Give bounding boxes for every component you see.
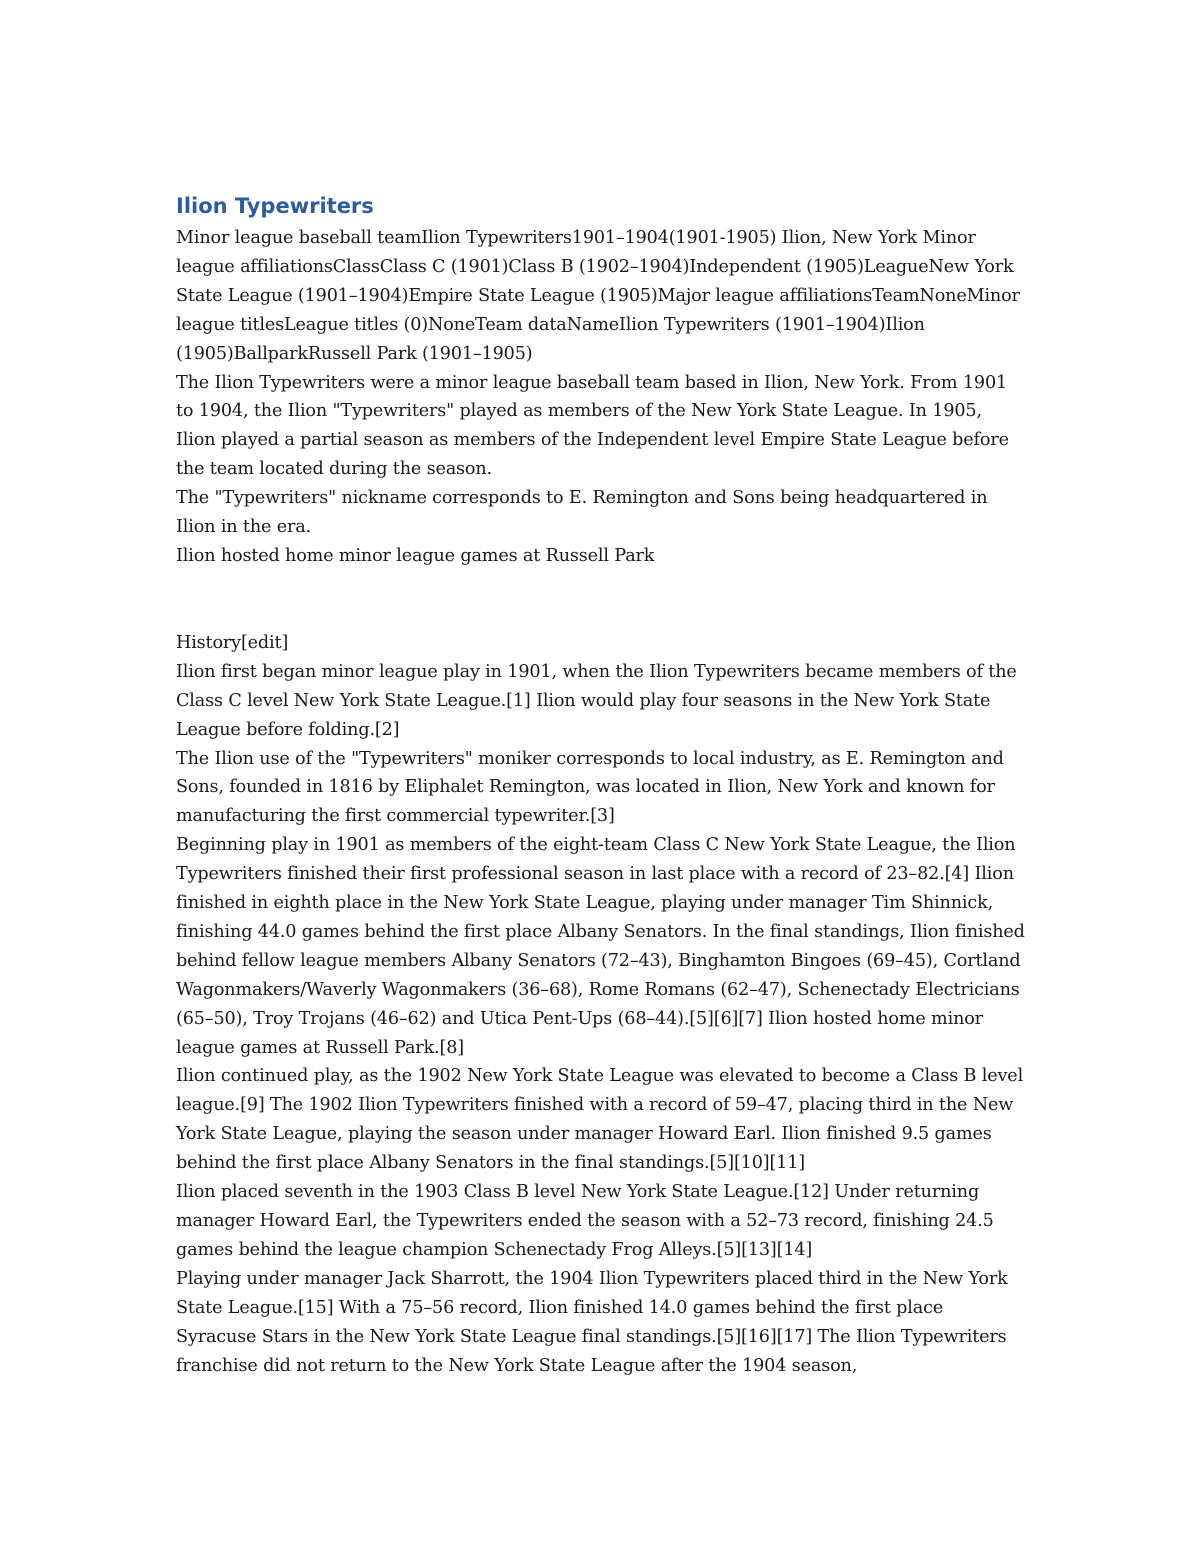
history-paragraph: Ilion first began minor league play in 1901, when the Ilion Typewriters became members of the Class C level New York State League.[1] Ilion would play four seasons in the New York State League before folding.[2]	[176, 661, 1017, 740]
document-body	[176, 190, 1026, 1380]
history-paragraph: Beginning play in 1901 as members of the eight-team Class C New York State League, the Ilion Typewriters finished their first professional season in last place with a record of 23–82.[4] Ilion finished in eighth place in the New York State League, playing under manager Tim Shinnick, finishing 44.0 games behind the first place Albany Senators. In the final standings, Ilion finished behind fellow league members Albany Senators (72–43), Binghamton Bingoes (69–45), Cortland Wagonmakers/Waverly Wagonmakers (36–68), Rome Romans (62–47), Schenectady Electricians (65–50), Troy Trojans (46–62) and Utica Pent-Ups (68–44).[5][6][7] Ilion hosted home minor league games at Russell Park.[8]	[176, 835, 1025, 1058]
history-paragraph: Ilion placed seventh in the 1903 Class B level New York State League.[12] Under returning manager Howard Earl, the Typewriters ended the season with a 52–73 record, finishing 24.5 games behind the league champion Schenectady Frog Alleys.[5][13][14]	[176, 1182, 994, 1260]
history-paragraph: Ilion continued play, as the 1902 New York State League was elevated to become a Class B level league.[9] The 1902 Ilion Typewriters finished with a record of 59–47, placing third in the New York State League, playing the season under manager Howard Earl. Ilion finished 9.5 games behind the first place Albany Senators in the final standings.[5][10][11]	[176, 1066, 1024, 1174]
intro-paragraph: Ilion hosted home minor league games at Russell Park	[176, 545, 655, 566]
infobox-text: Minor league baseball teamIlion Typewriters1901–1904(1901-1905) Ilion, New York Minor league affiliationsClassClass C (1901)Class B (1902–1904)Independent (1905)LeagueNew York State League (1901–1904)Empire State League (1905)Major league affiliationsTeamNoneMinor league titlesLeague titles (0)NoneTeam dataNameIlion Typewriters (1901–1904)Ilion (1905)BallparkRussell Park (1901–1905)	[176, 228, 1020, 364]
history-heading: History[edit]	[176, 632, 289, 653]
section-spacer	[176, 571, 1026, 629]
history-paragraph: Playing under manager Jack Sharrott, the 1904 Ilion Typewriters placed third in the New York State League.[15] With a 75–56 record, Ilion finished 14.0 games behind the first place Syracuse Stars in the New York State League final standings.[5][16][17] The Ilion Typewriters franchise did not return to the New York State League after the 1904 season,	[176, 1268, 1008, 1376]
history-paragraph: The Ilion use of the "Typewriters" moniker corresponds to local industry, as E. Remington and Sons, founded in 1816 by Eliphalet Remington, was located in Ilion, New York and known for manufacturing the first commercial typewriter.[3]	[176, 748, 1004, 827]
document-title: Ilion Typewriters	[176, 194, 374, 218]
intro-paragraph: The Ilion Typewriters were a minor league baseball team based in Ilion, New York. From 1901 to 1904, the Ilion "Typewriters" played as members of the New York State League. In 1905, Ilion played a partial season as members of the Independent level Empire State League before the team located during the season.	[176, 372, 1009, 480]
intro-paragraph: The "Typewriters" nickname corresponds to E. Remington and Sons being headquartered in Ilion in the era.	[176, 488, 988, 538]
